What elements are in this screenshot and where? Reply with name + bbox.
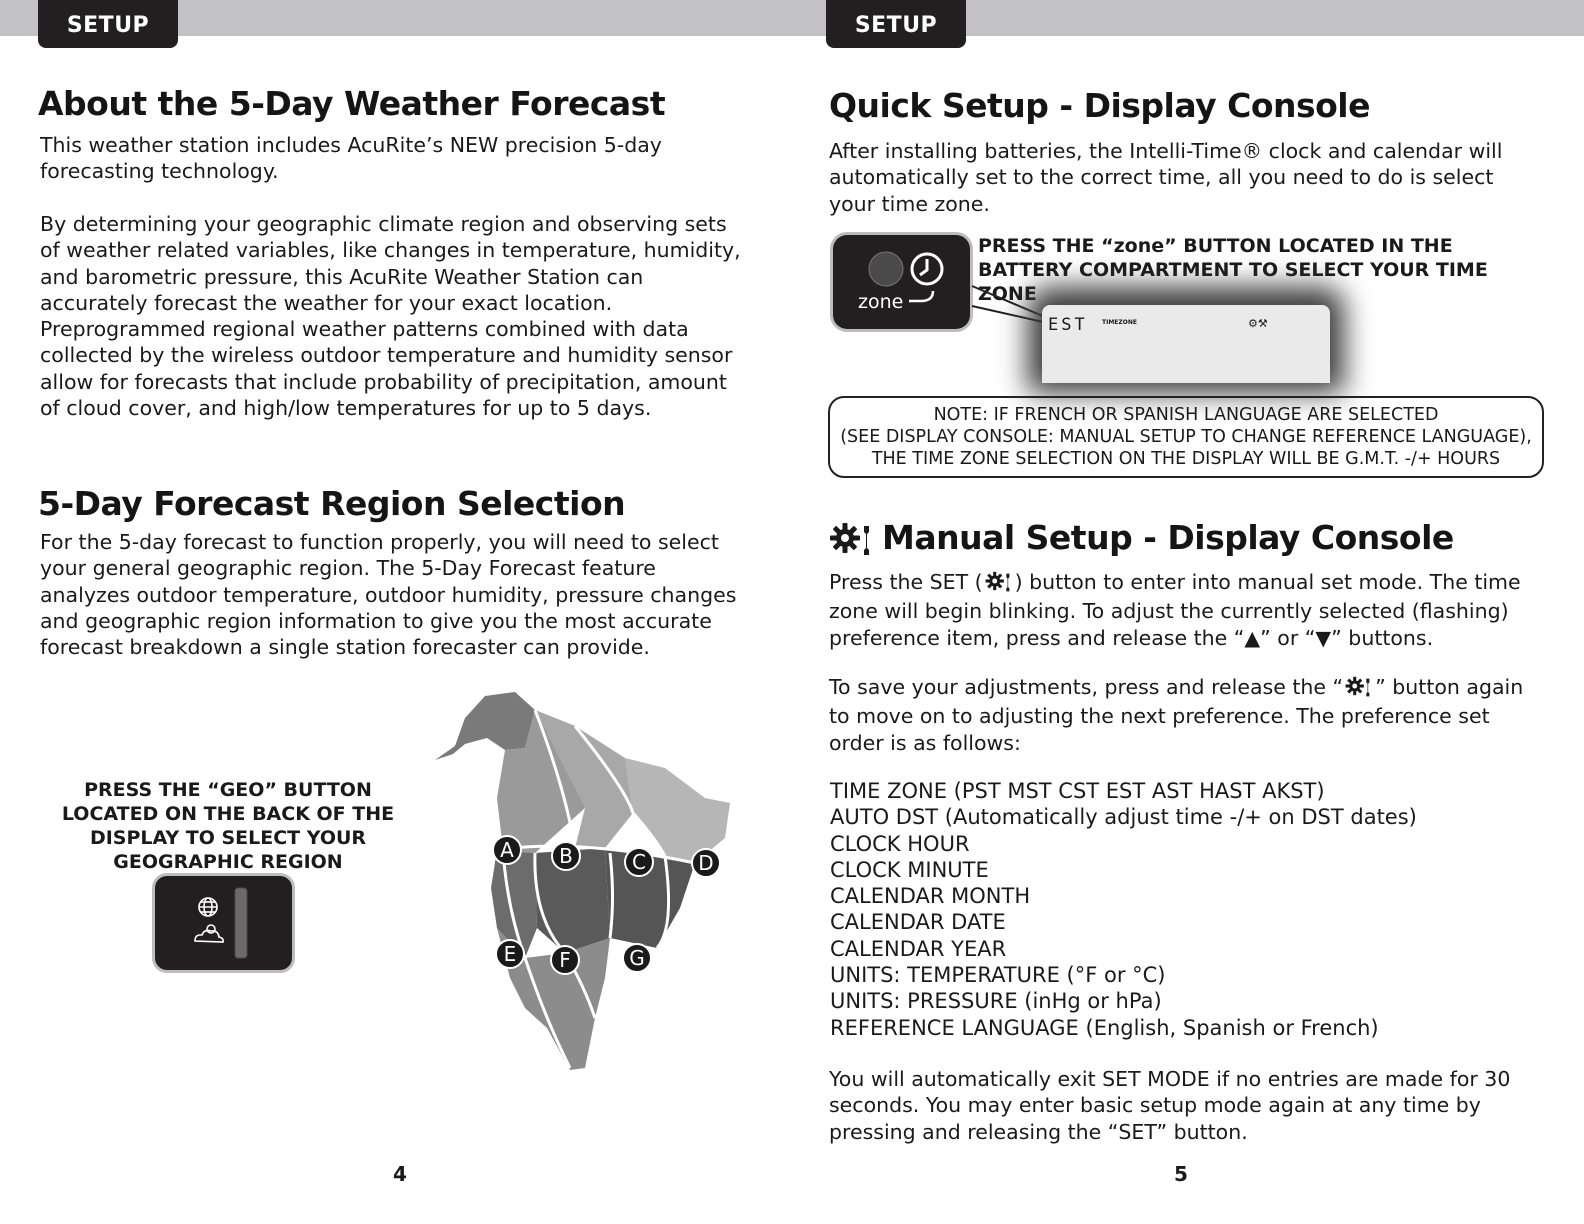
map-marker-f <box>551 946 579 974</box>
geo-button-instruction: PRESS THE “GEO” BUTTON LOCATED ON THE BACK OF THE DISPLAY TO SELECT YOUR GEOGRAPHIC REGION <box>61 779 395 873</box>
manual-p2-part-b: ” button again to move on to adjusting the next preference. The preference set order is as follows: <box>829 675 1524 755</box>
map-label-e: E <box>503 942 517 966</box>
preference-item: AUTO DST (Automatically adjust time -/+ on DST dates) <box>830 805 1417 830</box>
preference-order-list <box>830 778 1417 1041</box>
settings-icon: ⚙⚒ <box>1248 317 1268 330</box>
geo-button-icons <box>155 876 292 970</box>
manual-setup-instructions <box>829 569 1529 651</box>
preference-item: TIME ZONE (PST MST CST EST AST HAST AKST) <box>830 779 1325 803</box>
zone-button-device <box>833 235 970 329</box>
map-label-d: D <box>698 851 714 875</box>
console-display <box>1042 305 1330 383</box>
map-label-g: G <box>629 946 645 970</box>
clock-icon <box>912 254 942 284</box>
sun-cloud-icon <box>195 925 223 942</box>
note-line-3: THE TIME ZONE SELECTION ON THE DISPLAY WILL BE G.M.T. -/+ HOURS <box>871 449 1501 469</box>
preference-item: CLOCK MINUTE <box>830 857 989 882</box>
down-arrow-icon: ▼ <box>1315 625 1332 650</box>
geo-button <box>235 888 247 958</box>
timezone-caption: TIMEZONE <box>1102 319 1137 326</box>
set-gear-icon-2 <box>1343 675 1375 703</box>
preference-item: CALENDAR MONTH <box>830 884 1031 909</box>
quick-setup-body: After installing batteries, the Intelli-Time® clock and calendar will automatically set to the correct time, all you need to do is select your time zone. <box>829 139 1503 216</box>
zone-button-label: zone <box>858 291 904 313</box>
note-line-1: NOTE: IF FRENCH OR SPANISH LANGUAGE ARE SELECTED <box>933 405 1439 425</box>
page-number-right: 5 <box>1174 1162 1188 1186</box>
globe-icon <box>199 898 217 916</box>
map-marker-d <box>692 849 720 877</box>
manual-p1-part-c: ” or “ <box>1260 625 1316 650</box>
preference-item: CALENDAR YEAR <box>830 936 1007 961</box>
north-america-region-map <box>425 688 745 1080</box>
preference-item: CLOCK HOUR <box>830 831 970 856</box>
page-number-left: 4 <box>393 1162 407 1186</box>
zone-button <box>869 252 903 286</box>
about-forecast-intro: This weather station includes AcuRite’s NEW precision 5-day forecasting technology. <box>40 133 662 184</box>
map-label-f: F <box>559 948 571 972</box>
region-selection-body: For the 5-day forecast to function properly, you will need to select your general geographic region. The 5-Day Forecast feature analyzes outdoor temperature, outdoor humidity, pressure changes and geographic region information to give you the most accurate forecast breakdown a single station forecaster can provide. <box>40 530 737 660</box>
preference-item: CALENDAR DATE <box>830 910 1006 935</box>
about-forecast-title: About the 5-Day Weather Forecast <box>38 84 666 123</box>
geo-button-device <box>155 876 292 970</box>
manual-p2-part-a: To save your adjustments, press and release the “ <box>829 675 1344 699</box>
map-marker-a <box>493 836 521 864</box>
timezone-value: EST <box>1048 315 1088 335</box>
manual-p1-part-a: Press the SET ( <box>829 570 983 594</box>
setup-tab-left: SETUP <box>38 0 178 48</box>
map-marker-c <box>625 848 653 876</box>
set-mode-exit-note: You will automatically exit SET MODE if no entries are made for 30 seconds. You may enter basic setup mode again at any time by pressing and releasing the “SET” button. <box>829 1067 1511 1144</box>
header-bar <box>0 0 1584 36</box>
map-label-a: A <box>500 838 514 862</box>
quick-setup-title: Quick Setup - Display Console <box>829 86 1370 125</box>
up-arrow-icon: ▲ <box>1244 625 1261 650</box>
language-note-box <box>828 396 1544 478</box>
map-label-b: B <box>559 844 573 868</box>
manual-p1-part-d: ” buttons. <box>1331 625 1434 650</box>
set-gear-icon <box>983 570 1015 598</box>
about-forecast-body: By determining your geographic climate region and observing sets of weather related variables, like changes in temperature, humidity, and barometric pressure, this AcuRite Weather Station can accurately forecast the weather for your exact location. Preprogrammed regional weather patterns combined with data collected by the wireless outdoor temperature and humidity sensor allow for forecasts that include probability of precipitation, amount of cloud cover, and high/low temperatures for up to 5 days. <box>40 212 741 421</box>
map-marker-g <box>623 944 651 972</box>
note-line-2: (SEE DISPLAY CONSOLE: MANUAL SETUP TO CHANGE REFERENCE LANGUAGE), <box>840 427 1532 447</box>
setup-tab-right: SETUP <box>826 0 966 48</box>
map-marker-b <box>552 842 580 870</box>
preference-item: UNITS: TEMPERATURE (°F or °C) <box>830 963 1166 988</box>
preference-item: UNITS: PRESSURE (inHg or hPa) <box>830 989 1162 1014</box>
map-label-c: C <box>632 850 646 874</box>
map-marker-e <box>496 940 524 968</box>
region-selection-title: 5-Day Forecast Region Selection <box>38 484 626 523</box>
preference-item: REFERENCE LANGUAGE (English, Spanish or French) <box>830 1015 1379 1040</box>
set-gear-wrench-icon <box>830 520 874 556</box>
manual-setup-heading <box>830 518 1454 557</box>
zone-button-instruction: PRESS THE “zone” BUTTON LOCATED IN THE BATTERY COMPARTMENT TO SELECT YOUR TIME ZONE <box>978 235 1488 305</box>
manual-p1-part-b: ) button to enter into manual set mode. The time zone will begin blinking. To adjust the currently selected (flashing) preference item, press and release the “ <box>829 570 1521 650</box>
manual-setup-save-instructions <box>829 674 1529 756</box>
manual-setup-title: Manual Setup - Display Console <box>882 518 1454 557</box>
